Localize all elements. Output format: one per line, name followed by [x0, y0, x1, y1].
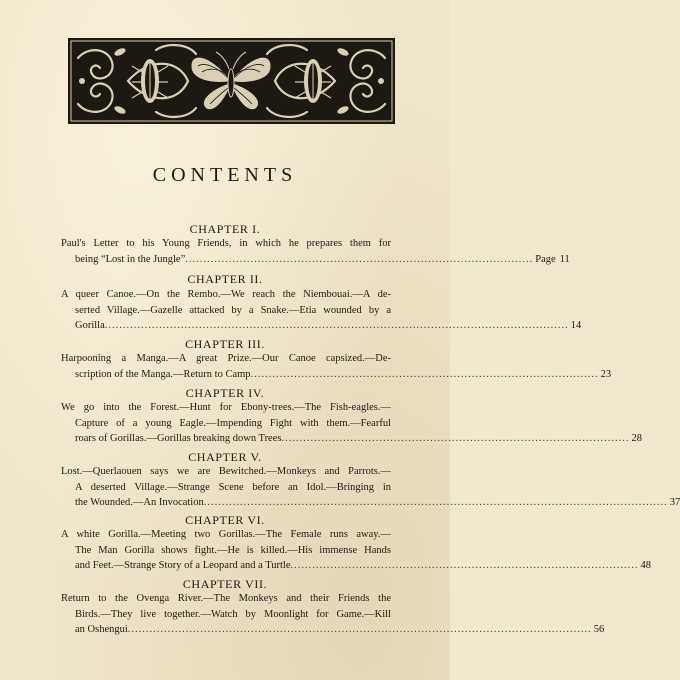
page-number: 37 [669, 497, 680, 509]
decorative-headpiece-ornament [68, 38, 395, 124]
page-number: 14 [570, 320, 582, 332]
page-label: Page [535, 253, 556, 265]
summary-line: Lost.—Querlaouen says we are Bewitched.—Monkeys and Parrots.— [61, 466, 391, 477]
leader-dots: ................................................................................................................................ [127, 624, 592, 636]
chapter-summary [61, 591, 605, 638]
chapter-summary [61, 400, 642, 447]
summary-line: Return to the Ovenga River.—The Monkeys and their Friends the [61, 593, 391, 604]
summary-line-text: Gorilla [75, 320, 105, 332]
chapter-summary [61, 236, 570, 267]
summary-line: A white Gorilla.—Meeting two Gorillas.—The Female runs away.— [61, 529, 391, 540]
chapter-summary [61, 464, 680, 511]
summary-last-line [61, 318, 582, 334]
summary-line: Capture of a young Eagle.—Impending Fight with them.—Fearful [75, 417, 391, 429]
summary-line: serted Village.—Gazelle attacked by a Snake.—Etia wounded by a [75, 304, 391, 316]
summary-line: Paul's Letter to his Young Friends, in which he prepares them for [61, 238, 391, 249]
summary-line-text: scription of the Manga.—Return to Camp [75, 368, 251, 380]
summary-line: The Man Gorilla shows fight.—He is killed.—His immense Hands [75, 544, 391, 556]
chapter-heading: CHAPTER VI. [185, 513, 265, 527]
page-number: 23 [600, 368, 612, 380]
chapter-heading: CHAPTER VII. [182, 577, 268, 591]
page-number: 56 [593, 624, 605, 636]
leader-dots: ................................................................................................ [185, 253, 534, 265]
leader-dots: ................................................................................................................................ [203, 497, 668, 509]
summary-line: Harpooning a Manga.—A great Prize.—Our Canoe capsized.—De- [61, 353, 391, 364]
page-number: 11 [559, 253, 570, 265]
chapter-summary [61, 527, 651, 574]
summary-line-text: roars of Gorillas.—Gorillas breaking down Trees [75, 433, 282, 445]
summary-last-line [61, 252, 570, 268]
leader-dots: ................................................................................................ [281, 433, 630, 445]
summary-line-text: an Oshengui [75, 624, 128, 636]
summary-line-text: being “Lost in the Jungle” [75, 253, 186, 265]
leader-dots: ................................................................................................................................ [104, 320, 569, 332]
summary-line: Birds.—They live together.—Watch by Moonlight for Game.—Kill [75, 608, 391, 620]
summary-last-line [61, 558, 651, 574]
chapter-heading: CHAPTER I. [189, 222, 261, 236]
summary-line-text: the Wounded.—An Invocation [75, 497, 204, 509]
leader-dots: ................................................................................................ [250, 368, 599, 380]
chapter-summary [61, 287, 582, 334]
chapter-heading: CHAPTER IV. [185, 386, 265, 400]
summary-line: A queer Canoe.—On the Rembo.—We reach the Niembouai.—A de- [61, 289, 391, 300]
page-title: CONTENTS [152, 164, 298, 186]
summary-last-line [61, 622, 605, 638]
page-number: 48 [640, 560, 651, 572]
summary-last-line [61, 495, 680, 511]
chapter-heading: CHAPTER V. [188, 450, 262, 464]
summary-line-text: and Feet.—Strange Story of a Leopard and a Turtle [75, 560, 291, 572]
summary-last-line [61, 367, 612, 383]
chapter-heading: CHAPTER III. [185, 337, 265, 351]
chapter-heading: CHAPTER II. [187, 272, 263, 286]
leader-dots: ................................................................................................ [290, 560, 639, 572]
chapter-summary [61, 351, 612, 382]
summary-last-line [61, 431, 642, 447]
summary-line: A deserted Village.—Strange Scene before an Idol.—Bringing in [75, 481, 391, 493]
summary-line: We go into the Forest.—Hunt for Ebony-trees.—The Fish-eagles.— [61, 402, 391, 413]
page-number: 28 [631, 433, 642, 445]
